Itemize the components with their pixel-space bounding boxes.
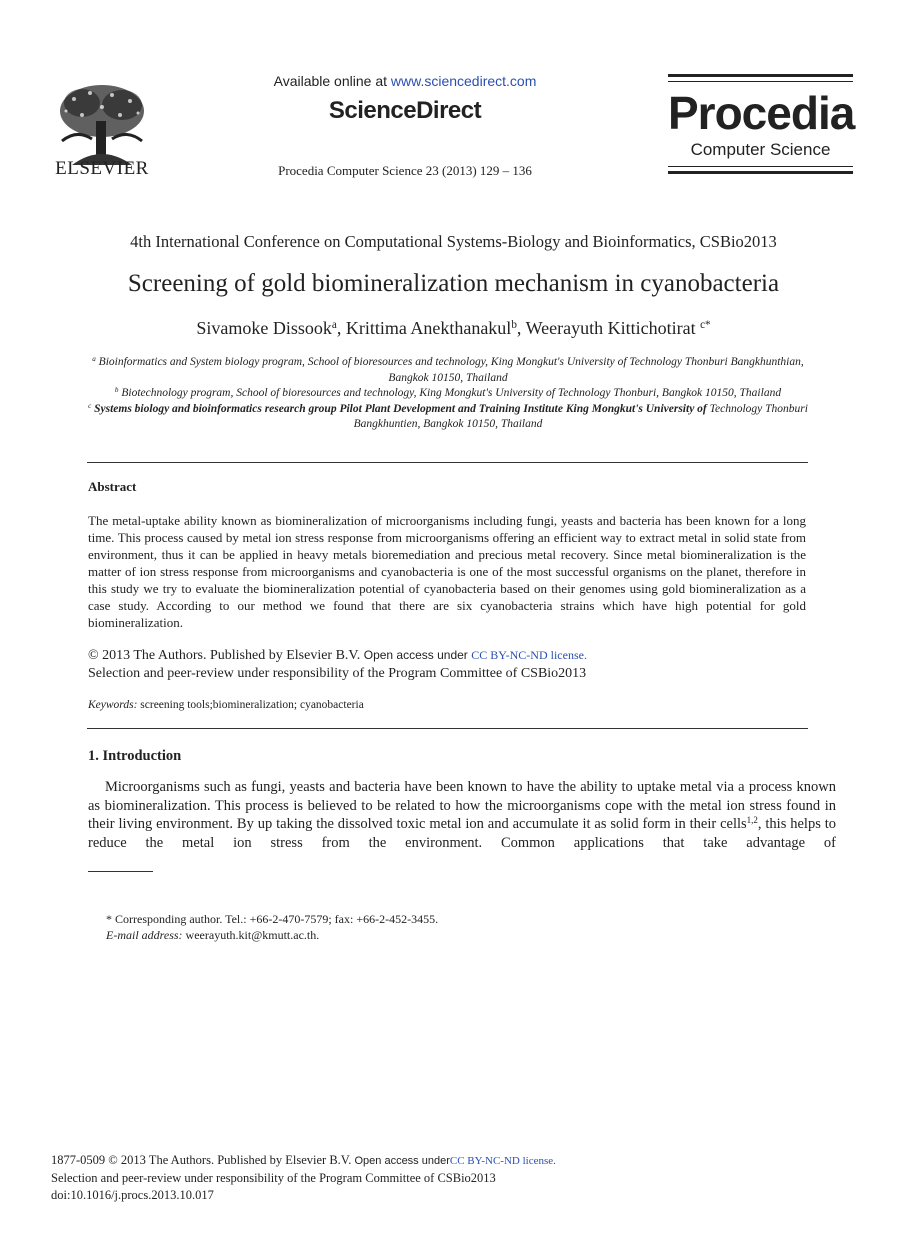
sciencedirect-link[interactable]: www.sciencedirect.com [390,73,537,89]
affiliations [88,355,808,433]
introduction-body: Microorganisms such as fungi, yeasts and bacteria have been known to have the ability to uptake metal via a process known as biomineralization. This process is believed to be related to how the microorganisms cope with the metal ion stress found in their living environment. By up taking the dissolved toxic metal ion and accumulate it as solid form in their cells$^{1,2}$, this helps to reduce the metal ion stress from the environment. Common applications that take advantage of [88,779,836,851]
author-affiliation-mark: b [511,318,517,331]
page-footer [51,1152,556,1204]
author-name: Krittima Anekthanakul [345,318,512,338]
sciencedirect-wordmark: ScienceDirect [328,97,482,124]
procedia-logo [668,74,853,176]
footnotes [106,911,438,943]
license-link[interactable]: CC BY-NC-ND license. [471,648,587,662]
procedia-logo-title: Procedia [668,87,855,139]
available-online-label: Available online at [273,73,387,89]
peer-review-line: Selection and peer-review under responsibility of the Program Committee of CSBio2013 [88,666,587,681]
procedia-logo-subtitle: Computer Science [690,140,831,159]
author-name: Sivamoke Dissook [196,318,332,338]
copyright-line: © 2013 The Authors. Published by Elsevier B.V. [88,648,361,663]
keywords [88,699,364,711]
abstract-body: The metal-uptake ability known as biomineralization of microorganisms including fungi, yeasts and bacteria has been known for a long time. This process caused by metal ion stress response from microorganisms offering an efficient way to extract metal in solid state from environment, thus it can be applied in heavy metals bioremediation and precious metal recovery. Since metal biomineralization is the matter of ion stress response from microorganisms and cyanobacteria is one of the most successful organisms on the planet, therefore in this study we try to evaluate the biomineralization potential of cyanobacteria based on their genomes using gold biomineralization as a case study. According to our method we found that there are six cyanobacteria strains which have high potential for gold biomineralization. [88,513,806,630]
affiliation-b: $^b$ Biotechnology program, School of bioresources and technology, King Mongkut's University of Technology Thonburi, Bangkok 10150, Thailand [114,386,782,399]
footnote-divider [88,871,153,872]
email-address[interactable]: weerayuth.kit@kmutt.ac.th. [185,928,320,942]
affiliation-c: $^c$ Systems biology and bioinformatics research group Pilot Plant Development and Training Institute King Mongkut's University of Technology Thonburi Bangkhuntien, Bangkok 10150, Thailand [88,401,808,430]
section-divider [87,728,808,729]
section-divider [87,462,808,463]
peer-review-line: Selection and peer-review under responsibility of the Program Committee of CSBio2013 [51,1171,496,1185]
doi[interactable]: doi:10.1016/j.procs.2013.10.017 [51,1188,214,1202]
corresponding-author: * Corresponding author. Tel.: +66-2-470-7579; fax: +66-2-452-3455. [106,912,439,926]
copyright-notice [88,646,806,683]
open-access-label: Open access under [354,1155,450,1167]
keywords-label: Keywords: [88,699,138,711]
introduction-heading: 1. Introduction [88,748,182,764]
author-affiliation-mark: c* [700,318,711,331]
paper-title: Screening of gold biomineralization mechanism in cyanobacteria [127,270,780,297]
citation-mark: 1,2 [746,815,758,826]
abstract-heading: Abstract [88,479,137,494]
keywords-value: screening tools;biomineralization; cyanobacteria [140,699,364,711]
open-access-label: Open access under [363,648,468,662]
journal-reference: Procedia Computer Science 23 (2013) 129 – 136 [278,163,532,178]
available-online [240,73,570,89]
author-affiliation-mark: a [331,318,337,331]
affiliation-a: $^a$ Bioinformatics and System biology program, School of bioresources and technology, King Mongkut's University of Technology Thonburi Bangkhunthian, Bangkok 10150, Thailand [92,355,804,384]
conference-name: 4th International Conference on Computational Systems-Biology and Bioinformatics, CSBio2013 [130,232,777,251]
author-name: Weerayuth Kittichotirat [525,318,696,338]
email-label: E-mail address: [106,928,183,942]
issn-copyright: 1877-0509 © 2013 The Authors. Published by Elsevier B.V. [51,1153,352,1167]
publisher-wordmark: ELSEVIER [55,158,149,179]
license-link[interactable]: CC BY-NC-ND license. [449,1155,556,1167]
author-list: Sivamoke Dissook$^a$, Krittima Anekthanakul$^b$, Weerayuth Kittichotirat $^{c*}$ [196,318,711,338]
